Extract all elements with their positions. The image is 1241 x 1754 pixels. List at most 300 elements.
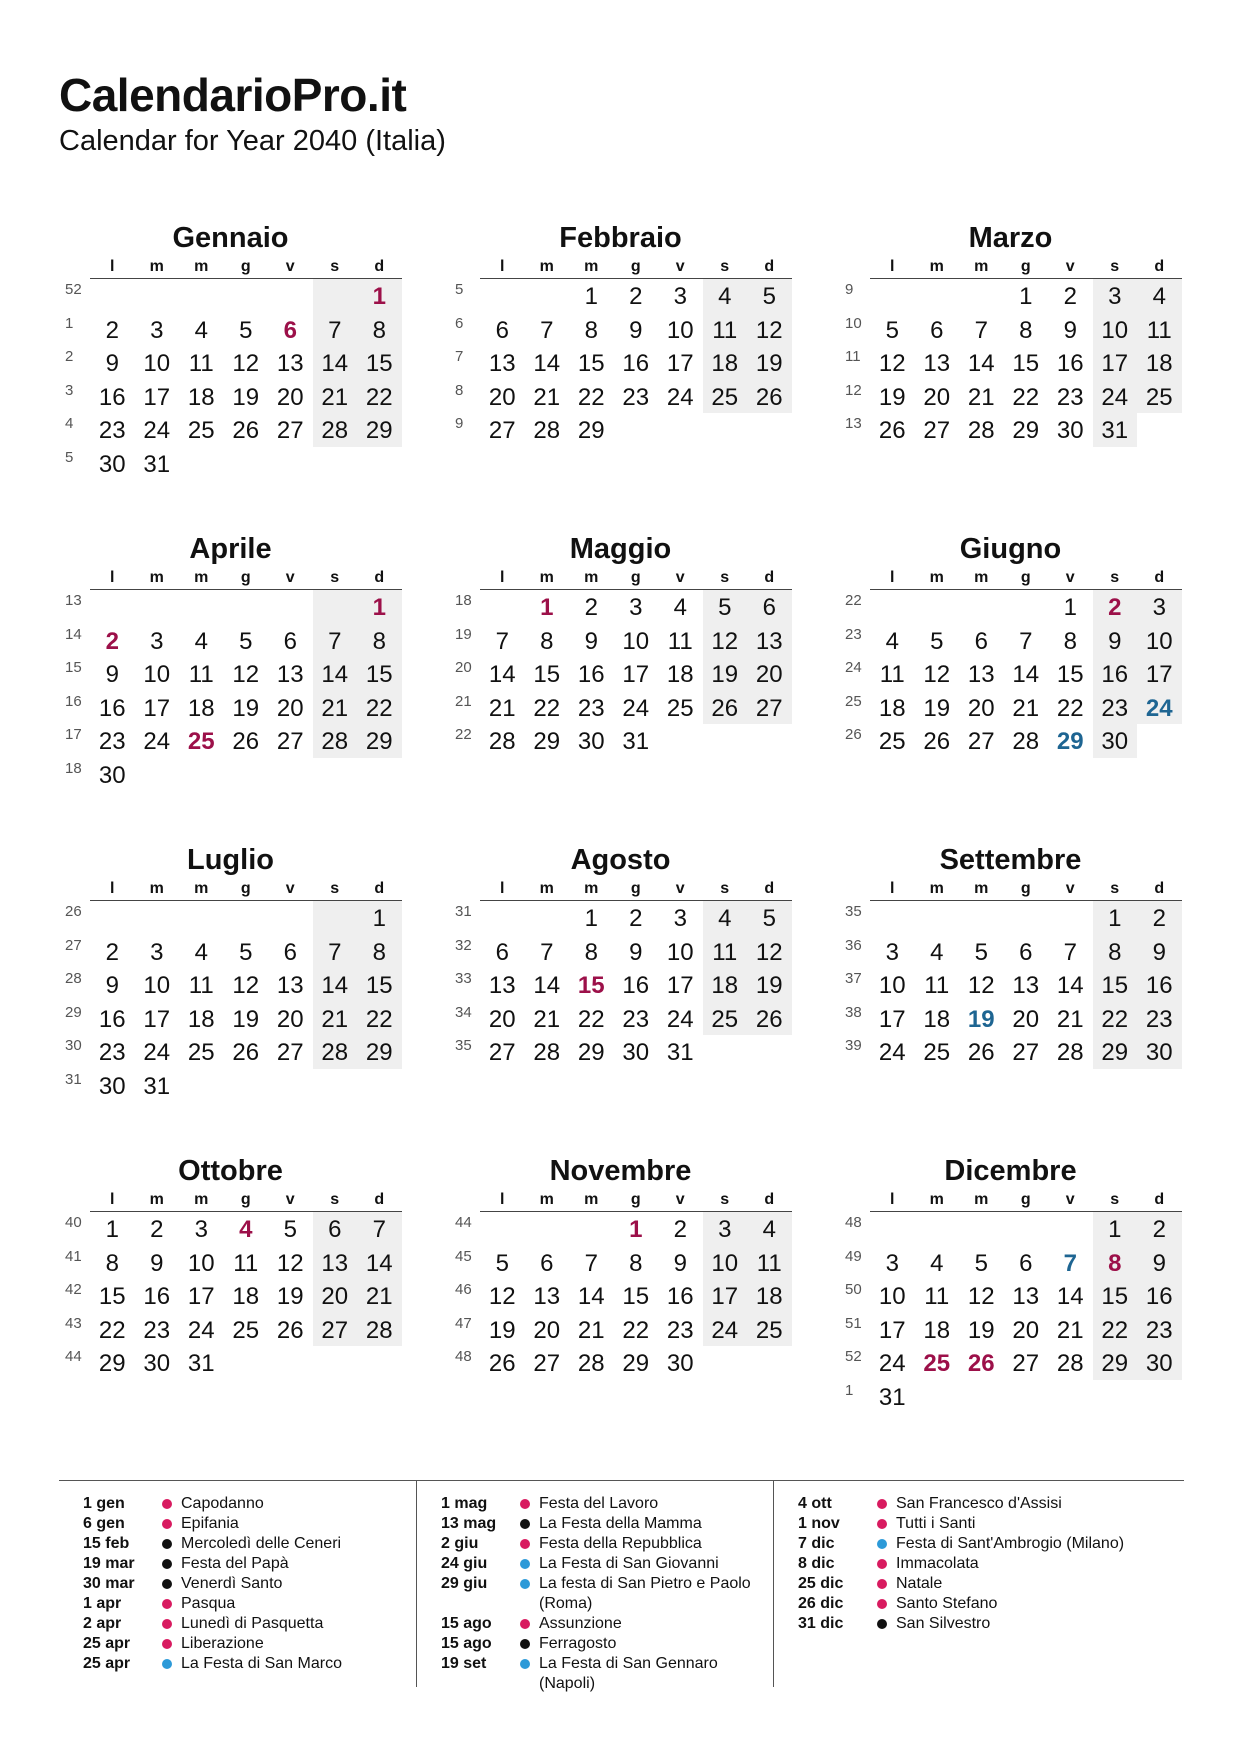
day-cell[interactable]: 16 <box>98 383 126 411</box>
day-cell[interactable]: 8 <box>584 938 598 966</box>
day-cell[interactable]: 17 <box>143 1005 171 1033</box>
day-cell[interactable]: 29 <box>1012 417 1040 444</box>
day-cell[interactable]: 13 <box>967 661 995 688</box>
day-cell[interactable]: 19 <box>747 346 792 380</box>
day-cell[interactable]: 7 <box>1063 1249 1077 1277</box>
day-cell[interactable]: 2 <box>1063 283 1077 310</box>
day-cell[interactable]: 18 <box>187 1005 215 1033</box>
day-cell[interactable]: 24 <box>187 1316 215 1344</box>
day-cell[interactable]: 3 <box>703 1212 748 1246</box>
day-cell[interactable]: 22 <box>1093 1313 1138 1347</box>
day-cell[interactable]: 7 <box>1063 938 1077 966</box>
day-cell[interactable]: 4 <box>703 279 748 313</box>
day-cell[interactable]: 21 <box>313 1002 358 1036</box>
day-cell[interactable]: 24 <box>666 383 694 411</box>
day-cell[interactable]: 5 <box>747 279 792 313</box>
day-cell[interactable]: 13 <box>747 624 792 658</box>
day-cell[interactable]: 11 <box>924 1283 950 1310</box>
day-cell[interactable]: 15 <box>1056 661 1084 688</box>
day-cell[interactable]: 31 <box>1093 413 1138 447</box>
day-cell[interactable]: 5 <box>747 901 792 935</box>
day-cell[interactable]: 15 <box>577 972 605 999</box>
day-cell[interactable]: 6 <box>540 1249 554 1277</box>
day-cell[interactable]: 19 <box>232 694 260 722</box>
day-cell[interactable]: 19 <box>967 1316 995 1344</box>
day-cell[interactable]: 2 <box>105 938 119 966</box>
day-cell[interactable]: 8 <box>584 316 598 344</box>
day-cell[interactable]: 22 <box>98 1316 126 1344</box>
day-cell[interactable]: 17 <box>666 350 694 377</box>
day-cell[interactable]: 13 <box>276 350 304 377</box>
day-cell[interactable]: 4 <box>194 627 208 655</box>
day-cell[interactable]: 21 <box>1056 1316 1084 1344</box>
day-cell[interactable]: 10 <box>1093 313 1138 347</box>
day-cell[interactable]: 12 <box>923 661 951 688</box>
day-cell[interactable]: 8 <box>1063 627 1077 655</box>
day-cell[interactable]: 23 <box>577 694 605 722</box>
day-cell[interactable]: 18 <box>878 694 906 722</box>
day-cell[interactable]: 3 <box>629 594 643 621</box>
day-cell[interactable]: 12 <box>232 661 260 688</box>
day-cell[interactable]: 16 <box>98 1005 126 1033</box>
day-cell[interactable]: 20 <box>747 657 792 691</box>
day-cell[interactable]: 21 <box>1056 1005 1084 1033</box>
day-cell[interactable]: 31 <box>143 450 171 478</box>
day-cell[interactable]: 12 <box>747 313 792 347</box>
day-cell[interactable]: 20 <box>488 383 516 411</box>
day-cell[interactable]: 16 <box>1137 1279 1182 1313</box>
day-cell[interactable]: 15 <box>357 346 402 380</box>
day-cell[interactable]: 27 <box>1012 1039 1040 1066</box>
day-cell[interactable]: 14 <box>967 350 995 377</box>
day-cell[interactable]: 26 <box>747 1002 792 1036</box>
day-cell[interactable]: 3 <box>885 1249 899 1277</box>
day-cell[interactable]: 20 <box>313 1279 358 1313</box>
day-cell[interactable]: 30 <box>98 450 126 478</box>
day-cell[interactable]: 27 <box>276 1039 304 1066</box>
day-cell[interactable]: 4 <box>747 1212 792 1246</box>
day-cell[interactable]: 17 <box>1093 346 1138 380</box>
day-cell[interactable]: 3 <box>673 283 687 310</box>
day-cell[interactable]: 30 <box>143 1350 171 1377</box>
day-cell[interactable]: 7 <box>357 1212 402 1246</box>
day-cell[interactable]: 5 <box>974 1249 988 1277</box>
day-cell[interactable]: 13 <box>533 1283 561 1310</box>
day-cell[interactable]: 11 <box>233 1249 259 1277</box>
day-cell[interactable]: 12 <box>703 624 748 658</box>
day-cell[interactable]: 11 <box>188 972 214 999</box>
day-cell[interactable]: 6 <box>283 938 297 966</box>
day-cell[interactable]: 21 <box>313 691 358 725</box>
day-cell[interactable]: 3 <box>194 1216 208 1243</box>
day-cell[interactable]: 17 <box>143 383 171 411</box>
day-cell[interactable]: 3 <box>673 905 687 932</box>
day-cell[interactable]: 29 <box>1093 1035 1138 1069</box>
day-cell[interactable]: 26 <box>878 417 906 444</box>
day-cell[interactable]: 5 <box>239 316 253 344</box>
day-cell[interactable]: 9 <box>150 1249 164 1277</box>
day-cell[interactable]: 12 <box>232 972 260 999</box>
day-cell[interactable]: 7 <box>974 316 988 344</box>
day-cell[interactable]: 25 <box>1137 380 1182 414</box>
day-cell[interactable]: 31 <box>622 728 650 755</box>
day-cell[interactable]: 18 <box>923 1316 951 1344</box>
day-cell[interactable]: 24 <box>666 1005 694 1033</box>
day-cell[interactable]: 11 <box>703 313 748 347</box>
day-cell[interactable]: 8 <box>1093 935 1138 969</box>
day-cell[interactable]: 19 <box>747 968 792 1002</box>
day-cell[interactable]: 26 <box>923 728 951 755</box>
day-cell[interactable]: 25 <box>703 1002 748 1036</box>
day-cell[interactable]: 8 <box>357 313 402 347</box>
day-cell[interactable]: 5 <box>283 1216 297 1243</box>
day-cell[interactable]: 6 <box>974 627 988 655</box>
day-cell[interactable]: 28 <box>967 417 995 444</box>
day-cell[interactable]: 15 <box>622 1283 650 1310</box>
day-cell[interactable]: 22 <box>577 1005 605 1033</box>
day-cell[interactable]: 19 <box>488 1316 516 1344</box>
day-cell[interactable]: 16 <box>666 1283 694 1310</box>
day-cell[interactable]: 26 <box>488 1350 516 1377</box>
day-cell[interactable]: 26 <box>232 417 260 444</box>
day-cell[interactable]: 10 <box>666 938 694 966</box>
day-cell[interactable]: 5 <box>703 590 748 624</box>
day-cell[interactable]: 8 <box>1019 316 1033 344</box>
day-cell[interactable]: 9 <box>1063 316 1077 344</box>
day-cell[interactable]: 10 <box>878 1283 906 1310</box>
day-cell[interactable]: 8 <box>357 624 402 658</box>
day-cell[interactable]: 31 <box>143 1072 171 1100</box>
day-cell[interactable]: 12 <box>878 350 906 377</box>
day-cell[interactable]: 22 <box>1093 1002 1138 1036</box>
day-cell[interactable]: 8 <box>105 1249 119 1277</box>
day-cell[interactable]: 14 <box>1056 1283 1084 1310</box>
day-cell[interactable]: 24 <box>143 417 171 444</box>
day-cell[interactable]: 1 <box>1093 901 1138 935</box>
day-cell[interactable]: 15 <box>1093 968 1138 1002</box>
day-cell[interactable]: 14 <box>1012 661 1040 688</box>
day-cell[interactable]: 17 <box>878 1316 906 1344</box>
day-cell[interactable]: 25 <box>187 417 215 444</box>
day-cell[interactable]: 14 <box>533 972 561 999</box>
day-cell[interactable]: 11 <box>747 1246 792 1280</box>
day-cell[interactable]: 2 <box>1137 1212 1182 1246</box>
day-cell[interactable]: 5 <box>239 627 253 655</box>
day-cell[interactable]: 15 <box>577 350 605 377</box>
day-cell[interactable]: 11 <box>667 627 693 655</box>
day-cell[interactable]: 14 <box>313 657 358 691</box>
day-cell[interactable]: 17 <box>1137 657 1182 691</box>
day-cell[interactable]: 28 <box>357 1313 402 1347</box>
day-cell[interactable]: 5 <box>885 316 899 344</box>
day-cell[interactable]: 18 <box>747 1279 792 1313</box>
day-cell[interactable]: 3 <box>1093 279 1138 313</box>
day-cell[interactable]: 30 <box>622 1039 650 1066</box>
day-cell[interactable]: 26 <box>967 1350 995 1377</box>
day-cell[interactable]: 6 <box>495 938 509 966</box>
day-cell[interactable]: 18 <box>923 1005 951 1033</box>
day-cell[interactable]: 23 <box>98 728 126 755</box>
day-cell[interactable]: 19 <box>967 1005 995 1033</box>
day-cell[interactable]: 18 <box>703 968 748 1002</box>
day-cell[interactable]: 12 <box>276 1249 304 1277</box>
day-cell[interactable]: 6 <box>747 590 792 624</box>
day-cell[interactable]: 31 <box>878 1383 906 1411</box>
day-cell[interactable]: 8 <box>357 935 402 969</box>
day-cell[interactable]: 20 <box>923 383 951 411</box>
day-cell[interactable]: 14 <box>577 1283 605 1310</box>
day-cell[interactable]: 10 <box>666 316 694 344</box>
day-cell[interactable]: 21 <box>357 1279 402 1313</box>
day-cell[interactable]: 9 <box>105 350 119 377</box>
day-cell[interactable]: 14 <box>313 968 358 1002</box>
day-cell[interactable]: 23 <box>666 1316 694 1344</box>
day-cell[interactable]: 13 <box>313 1246 358 1280</box>
day-cell[interactable]: 9 <box>629 316 643 344</box>
day-cell[interactable]: 15 <box>98 1283 126 1310</box>
day-cell[interactable]: 14 <box>488 661 516 688</box>
day-cell[interactable]: 26 <box>232 728 260 755</box>
day-cell[interactable]: 17 <box>187 1283 215 1310</box>
day-cell[interactable]: 25 <box>747 1313 792 1347</box>
day-cell[interactable]: 20 <box>1012 1316 1040 1344</box>
day-cell[interactable]: 4 <box>930 938 944 966</box>
day-cell[interactable]: 23 <box>143 1316 171 1344</box>
day-cell[interactable]: 24 <box>703 1313 748 1347</box>
day-cell[interactable]: 30 <box>98 1072 126 1100</box>
day-cell[interactable]: 27 <box>488 417 516 444</box>
day-cell[interactable]: 20 <box>276 383 304 411</box>
day-cell[interactable]: 21 <box>488 694 516 722</box>
day-cell[interactable]: 16 <box>622 972 650 999</box>
day-cell[interactable]: 2 <box>584 594 598 621</box>
day-cell[interactable]: 21 <box>577 1316 605 1344</box>
day-cell[interactable]: 5 <box>495 1249 509 1277</box>
day-cell[interactable]: 30 <box>1093 724 1138 758</box>
day-cell[interactable]: 23 <box>622 383 650 411</box>
day-cell[interactable]: 17 <box>622 661 650 688</box>
day-cell[interactable]: 7 <box>495 627 509 655</box>
day-cell[interactable]: 7 <box>313 313 358 347</box>
day-cell[interactable]: 2 <box>629 905 643 932</box>
day-cell[interactable]: 30 <box>1056 417 1084 444</box>
day-cell[interactable]: 21 <box>1012 694 1040 722</box>
day-cell[interactable]: 24 <box>878 1350 906 1377</box>
day-cell[interactable]: 2 <box>673 1216 687 1243</box>
day-cell[interactable]: 23 <box>1056 383 1084 411</box>
day-cell[interactable]: 20 <box>533 1316 561 1344</box>
day-cell[interactable]: 18 <box>187 694 215 722</box>
day-cell[interactable]: 4 <box>194 316 208 344</box>
day-cell[interactable]: 12 <box>967 1283 995 1310</box>
day-cell[interactable]: 11 <box>188 661 214 688</box>
day-cell[interactable]: 2 <box>1093 590 1138 624</box>
day-cell[interactable]: 24 <box>1137 691 1182 725</box>
day-cell[interactable]: 23 <box>98 1039 126 1066</box>
day-cell[interactable]: 16 <box>98 694 126 722</box>
day-cell[interactable]: 7 <box>584 1249 598 1277</box>
day-cell[interactable]: 17 <box>703 1279 748 1313</box>
day-cell[interactable]: 10 <box>143 972 171 999</box>
day-cell[interactable]: 20 <box>276 694 304 722</box>
day-cell[interactable]: 1 <box>1093 1212 1138 1246</box>
day-cell[interactable]: 29 <box>357 1035 402 1069</box>
day-cell[interactable]: 5 <box>239 938 253 966</box>
day-cell[interactable]: 12 <box>967 972 995 999</box>
day-cell[interactable]: 4 <box>673 594 687 621</box>
day-cell[interactable]: 17 <box>878 1005 906 1033</box>
day-cell[interactable]: 14 <box>313 346 358 380</box>
day-cell[interactable]: 20 <box>488 1005 516 1033</box>
day-cell[interactable]: 25 <box>923 1039 951 1066</box>
day-cell[interactable]: 11 <box>879 661 905 688</box>
day-cell[interactable]: 10 <box>143 350 171 377</box>
day-cell[interactable]: 25 <box>187 1039 215 1066</box>
day-cell[interactable]: 25 <box>666 694 694 722</box>
day-cell[interactable]: 22 <box>357 691 402 725</box>
day-cell[interactable]: 1 <box>1019 283 1033 310</box>
day-cell[interactable]: 29 <box>577 417 605 444</box>
day-cell[interactable]: 3 <box>1137 590 1182 624</box>
day-cell[interactable]: 6 <box>1019 938 1033 966</box>
day-cell[interactable]: 13 <box>488 972 516 999</box>
day-cell[interactable]: 3 <box>885 938 899 966</box>
day-cell[interactable]: 27 <box>1012 1350 1040 1377</box>
day-cell[interactable]: 9 <box>1093 624 1138 658</box>
day-cell[interactable]: 5 <box>974 938 988 966</box>
day-cell[interactable]: 25 <box>923 1350 951 1377</box>
day-cell[interactable]: 10 <box>622 627 650 655</box>
day-cell[interactable]: 14 <box>533 350 561 377</box>
day-cell[interactable]: 15 <box>357 968 402 1002</box>
day-cell[interactable]: 28 <box>1056 1039 1084 1066</box>
day-cell[interactable]: 16 <box>622 350 650 377</box>
day-cell[interactable]: 16 <box>577 661 605 688</box>
day-cell[interactable]: 22 <box>622 1316 650 1344</box>
day-cell[interactable]: 28 <box>488 728 516 755</box>
day-cell[interactable]: 7 <box>313 624 358 658</box>
day-cell[interactable]: 16 <box>143 1283 171 1310</box>
day-cell[interactable]: 23 <box>1093 691 1138 725</box>
day-cell[interactable]: 11 <box>1137 313 1182 347</box>
day-cell[interactable]: 17 <box>666 972 694 999</box>
day-cell[interactable]: 31 <box>187 1350 215 1377</box>
day-cell[interactable]: 15 <box>357 657 402 691</box>
day-cell[interactable]: 30 <box>1137 1035 1182 1069</box>
day-cell[interactable]: 3 <box>150 627 164 655</box>
day-cell[interactable]: 28 <box>313 724 358 758</box>
day-cell[interactable]: 24 <box>143 1039 171 1066</box>
day-cell[interactable]: 11 <box>188 350 214 377</box>
day-cell[interactable]: 22 <box>357 380 402 414</box>
day-cell[interactable]: 29 <box>577 1039 605 1066</box>
day-cell[interactable]: 3 <box>150 316 164 344</box>
day-cell[interactable]: 7 <box>313 935 358 969</box>
day-cell[interactable]: 7 <box>540 316 554 344</box>
day-cell[interactable]: 26 <box>276 1316 304 1344</box>
day-cell[interactable]: 8 <box>540 627 554 655</box>
day-cell[interactable]: 24 <box>622 694 650 722</box>
day-cell[interactable]: 29 <box>357 724 402 758</box>
day-cell[interactable]: 19 <box>276 1283 304 1310</box>
day-cell[interactable]: 29 <box>533 728 561 755</box>
day-cell[interactable]: 19 <box>232 383 260 411</box>
day-cell[interactable]: 25 <box>232 1316 260 1344</box>
day-cell[interactable]: 7 <box>540 938 554 966</box>
day-cell[interactable]: 1 <box>584 283 598 310</box>
day-cell[interactable]: 20 <box>967 694 995 722</box>
day-cell[interactable]: 12 <box>232 350 260 377</box>
day-cell[interactable]: 26 <box>703 691 748 725</box>
day-cell[interactable]: 9 <box>1137 935 1182 969</box>
day-cell[interactable]: 21 <box>967 383 995 411</box>
day-cell[interactable]: 9 <box>105 972 119 999</box>
day-cell[interactable]: 22 <box>357 1002 402 1036</box>
day-cell[interactable]: 19 <box>232 1005 260 1033</box>
day-cell[interactable]: 4 <box>930 1249 944 1277</box>
day-cell[interactable]: 7 <box>1019 627 1033 655</box>
day-cell[interactable]: 27 <box>276 728 304 755</box>
day-cell[interactable]: 19 <box>703 657 748 691</box>
day-cell[interactable]: 27 <box>488 1039 516 1066</box>
day-cell[interactable]: 23 <box>1137 1002 1182 1036</box>
day-cell[interactable]: 2 <box>1137 901 1182 935</box>
day-cell[interactable]: 1 <box>584 905 598 932</box>
day-cell[interactable]: 19 <box>878 383 906 411</box>
day-cell[interactable]: 13 <box>1012 972 1040 999</box>
day-cell[interactable]: 29 <box>1056 728 1084 755</box>
day-cell[interactable]: 4 <box>703 901 748 935</box>
day-cell[interactable]: 12 <box>488 1283 516 1310</box>
day-cell[interactable]: 21 <box>313 380 358 414</box>
day-cell[interactable]: 28 <box>533 417 561 444</box>
day-cell[interactable]: 1 <box>105 1216 119 1243</box>
day-cell[interactable]: 22 <box>1012 383 1040 411</box>
day-cell[interactable]: 30 <box>666 1350 694 1377</box>
day-cell[interactable]: 16 <box>1137 968 1182 1002</box>
day-cell[interactable]: 27 <box>967 728 995 755</box>
day-cell[interactable]: 4 <box>194 938 208 966</box>
day-cell[interactable]: 13 <box>923 350 951 377</box>
day-cell[interactable]: 17 <box>143 694 171 722</box>
day-cell[interactable]: 27 <box>923 417 951 444</box>
day-cell[interactable]: 1 <box>357 901 402 935</box>
day-cell[interactable]: 13 <box>276 972 304 999</box>
day-cell[interactable]: 1 <box>1063 594 1077 621</box>
day-cell[interactable]: 6 <box>283 316 297 344</box>
day-cell[interactable]: 13 <box>276 661 304 688</box>
day-cell[interactable]: 4 <box>885 627 899 655</box>
day-cell[interactable]: 28 <box>1012 728 1040 755</box>
day-cell[interactable]: 6 <box>283 627 297 655</box>
day-cell[interactable]: 19 <box>923 694 951 722</box>
day-cell[interactable]: 29 <box>357 413 402 447</box>
day-cell[interactable]: 2 <box>629 283 643 310</box>
day-cell[interactable]: 30 <box>577 728 605 755</box>
day-cell[interactable]: 21 <box>533 1005 561 1033</box>
day-cell[interactable]: 15 <box>1012 350 1040 377</box>
day-cell[interactable]: 27 <box>533 1350 561 1377</box>
day-cell[interactable]: 1 <box>540 594 554 621</box>
day-cell[interactable]: 22 <box>577 383 605 411</box>
day-cell[interactable]: 22 <box>533 694 561 722</box>
day-cell[interactable]: 20 <box>276 1005 304 1033</box>
day-cell[interactable]: 26 <box>232 1039 260 1066</box>
day-cell[interactable]: 15 <box>1093 1279 1138 1313</box>
day-cell[interactable]: 30 <box>98 761 126 789</box>
day-cell[interactable]: 27 <box>747 691 792 725</box>
day-cell[interactable]: 10 <box>878 972 906 999</box>
